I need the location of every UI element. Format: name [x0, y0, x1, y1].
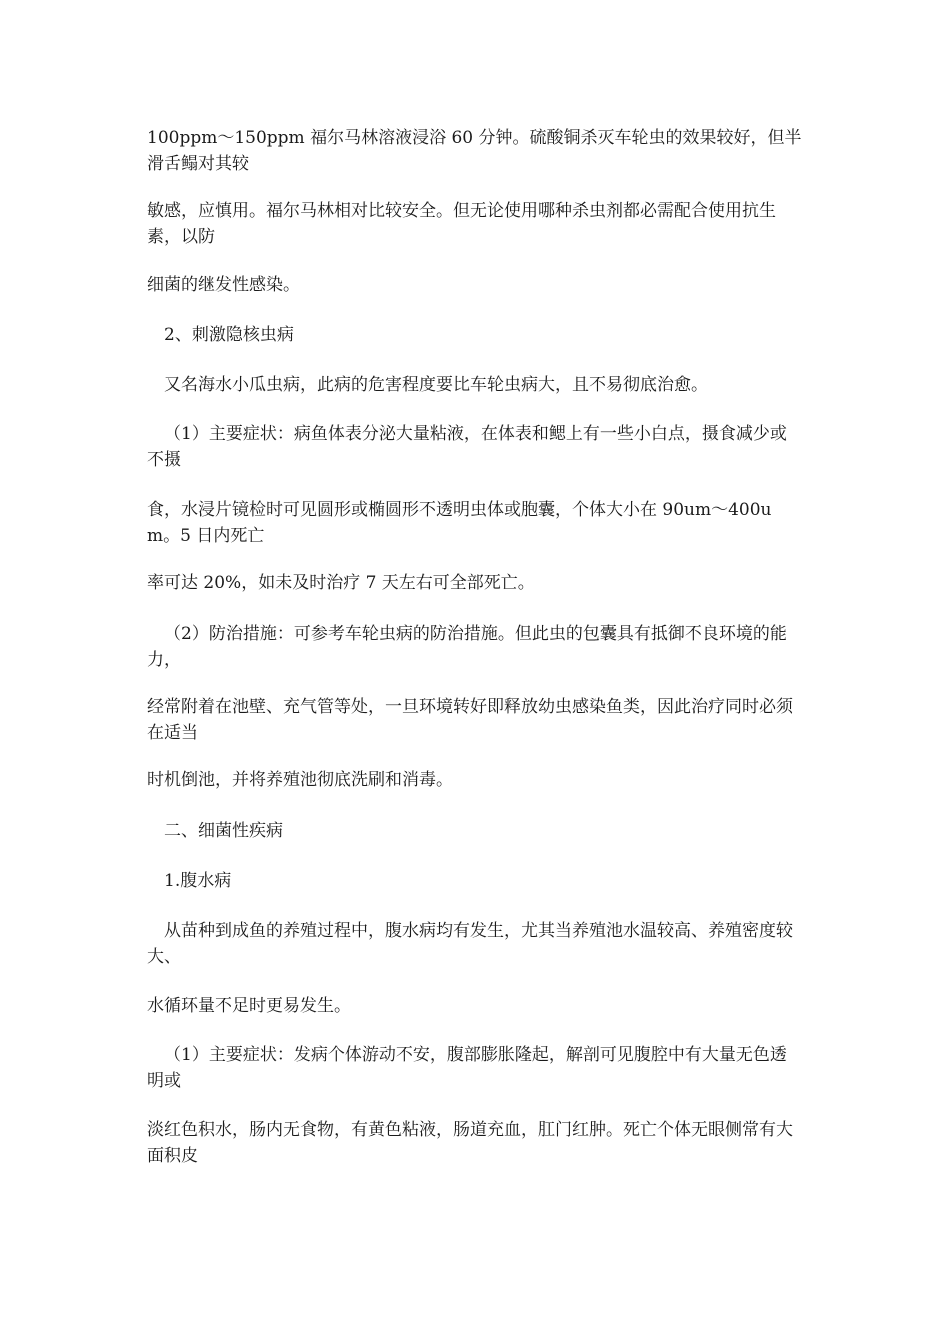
paragraph-formalin-dosage: 100ppm～150ppm 福尔马林溶液浸浴 60 分钟。硫酸铜杀灭车轮虫的效果较好，但半滑舌鳎对其较: [147, 128, 802, 174]
paragraph-ascites-symptoms-2: 淡红色积水，肠内无食物，有黄色粘液，肠道充血，肛门红肿。死亡个体无眼侧常有大面积皮: [147, 1120, 793, 1166]
paragraph-symptoms-2: 食，水浸片镜检时可见圆形或椭圆形不透明虫体或胞囊，个体大小在 90um～400um。5 日内死亡: [147, 500, 772, 546]
paragraph-mortality: 率可达 20%，如未及时治疗 7 天左右可全部死亡。: [147, 573, 535, 593]
paragraph-ascites-symptoms-1: （1）主要症状：发病个体游动不安，腹部膨胀隆起，解剖可见腹腔中有大量无色透明或: [147, 1045, 787, 1091]
paragraph-ascites-intro-1: 从苗种到成鱼的养殖过程中，腹水病均有发生，尤其当养殖池水温较高、养殖密度较大、: [147, 921, 793, 967]
paragraph-prevention-1: （2）防治措施：可参考车轮虫病的防治措施。但此虫的包囊具有抵御不良环境的能力，: [147, 624, 787, 670]
paragraph-prevention-2: 经常附着在池壁、充气管等处，一旦环境转好即释放幼虫感染鱼类，因此治疗同时必须在适当: [147, 697, 793, 743]
paragraph-cryptocaryon-intro: 又名海水小瓜虫病，此病的危害程度要比车轮虫病大，且不易彻底治愈。: [164, 375, 708, 395]
paragraph-antibiotic-caution: 敏感，应慎用。福尔马林相对比较安全。但无论使用哪种杀虫剂都必需配合使用抗生素，以防: [147, 201, 776, 247]
heading-ascites: 1.腹水病: [164, 871, 232, 891]
paragraph-symptoms-1: （1）主要症状：病鱼体表分泌大量粘液，在体表和鳃上有一些小白点，摄食减少或不摄: [147, 424, 787, 470]
paragraph-prevention-3: 时机倒池，并将养殖池彻底洗刷和消毒。: [147, 770, 453, 790]
paragraph-ascites-intro-2: 水循环量不足时更易发生。: [147, 996, 351, 1016]
heading-cryptocaryon: 2、刺激隐核虫病: [164, 325, 294, 345]
heading-bacterial-diseases: 二、细菌性疾病: [164, 821, 283, 841]
paragraph-secondary-infection: 细菌的继发性感染。: [147, 275, 300, 295]
